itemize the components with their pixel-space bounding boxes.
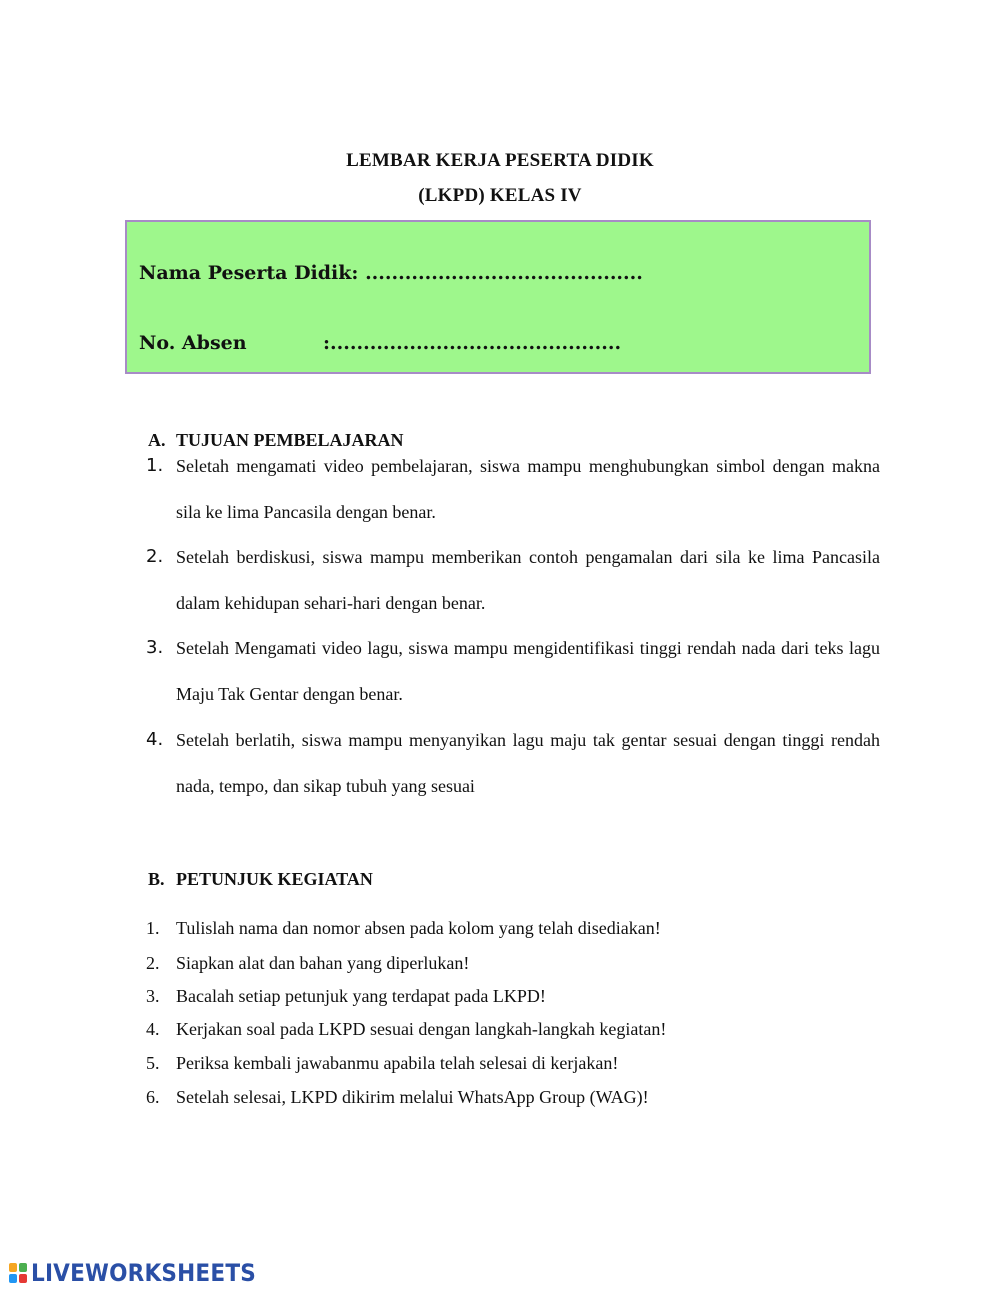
absen-number-label: No. Absen bbox=[139, 332, 247, 354]
instruction-item bbox=[146, 1018, 666, 1040]
mark-square-icon bbox=[19, 1263, 27, 1272]
instruction-text: Periksa kembali jawabanmu apabila telah selesai di kerjakan! bbox=[176, 1053, 619, 1073]
absen-number-row bbox=[139, 332, 621, 354]
absen-number-field[interactable]: :............................................ bbox=[323, 332, 622, 354]
student-name-label: Nama Peserta Didik: bbox=[139, 262, 359, 284]
objective-number: 4. bbox=[146, 729, 164, 750]
instruction-number: 4. bbox=[146, 1019, 160, 1039]
objective-text: Setelah Mengamati video lagu, siswa mampu mengidentifikasi tinggi rendah nada dari teks lagu Maju Tak Gentar dengan benar. bbox=[176, 638, 880, 704]
instruction-text: Tulislah nama dan nomor absen pada kolom yang telah disediakan! bbox=[176, 918, 661, 938]
instruction-text: Setelah selesai, LKPD dikirim melalui WhatsApp Group (WAG)! bbox=[176, 1087, 649, 1107]
objective-item bbox=[146, 534, 880, 626]
objective-text: Setelah berdiskusi, siswa mampu memberikan contoh pengamalan dari sila ke lima Pancasila dalam kehidupan sehari-hari dengan benar. bbox=[176, 547, 880, 613]
worksheet-title: LEMBAR KERJA PESERTA DIDIK bbox=[346, 150, 654, 171]
instruction-item bbox=[146, 985, 546, 1007]
instruction-number: 2. bbox=[146, 953, 160, 973]
liveworksheets-mark-icon bbox=[8, 1262, 28, 1284]
instruction-item bbox=[146, 952, 469, 974]
instruction-item bbox=[146, 917, 661, 939]
section-b-title: PETUNJUK KEGIATAN bbox=[176, 869, 373, 889]
instruction-item bbox=[146, 1052, 618, 1074]
instruction-text: Siapkan alat dan bahan yang diperlukan! bbox=[176, 953, 470, 973]
objective-item bbox=[146, 443, 880, 535]
objective-text: Setelah berlatih, siswa mampu menyanyikan lagu maju tak gentar sesuai dengan tinggi rendah nada, tempo, dan sikap tubuh yang sesuai bbox=[176, 730, 880, 796]
objective-text: Seletah mengamati video pembelajaran, siswa mampu menghubungkan simbol dengan makna sila ke lima Pancasila dengan benar. bbox=[176, 456, 880, 522]
objective-item bbox=[146, 625, 880, 717]
instruction-text: Bacalah setiap petunjuk yang terdapat pada LKPD! bbox=[176, 986, 546, 1006]
instruction-number: 1. bbox=[146, 918, 160, 938]
instruction-number: 5. bbox=[146, 1053, 160, 1073]
student-name-field[interactable]: .......................................... bbox=[358, 262, 643, 284]
mark-square-icon bbox=[9, 1263, 17, 1272]
section-b-letter: B. bbox=[148, 869, 165, 889]
section-a-letter: A. bbox=[148, 430, 166, 450]
objective-number: 3. bbox=[146, 637, 164, 658]
section-b-heading bbox=[148, 869, 373, 890]
objective-number: 2. bbox=[146, 546, 164, 567]
instruction-text: Kerjakan soal pada LKPD sesuai dengan langkah-langkah kegiatan! bbox=[176, 1019, 667, 1039]
liveworksheets-logo[interactable] bbox=[8, 1259, 256, 1287]
liveworksheets-wordmark: LIVEWORKSHEETS bbox=[31, 1259, 256, 1287]
objective-number: 1. bbox=[146, 455, 164, 476]
section-a-title: TUJUAN PEMBELAJARAN bbox=[176, 430, 404, 450]
mark-square-icon bbox=[19, 1274, 27, 1283]
instruction-item bbox=[146, 1086, 649, 1108]
instruction-number: 3. bbox=[146, 986, 160, 1006]
objective-item bbox=[146, 717, 880, 809]
mark-square-icon bbox=[9, 1274, 17, 1283]
worksheet-subtitle: (LKPD) KELAS IV bbox=[418, 185, 582, 206]
student-id-box bbox=[125, 220, 871, 374]
instruction-number: 6. bbox=[146, 1087, 160, 1107]
student-name-row bbox=[139, 262, 643, 284]
